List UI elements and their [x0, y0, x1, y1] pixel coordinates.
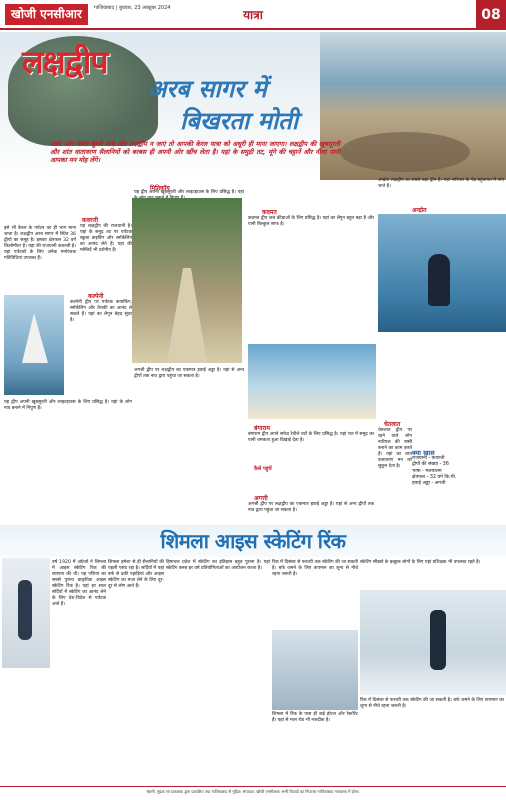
article-column-6a: अन्द्रोत लक्षद्वीप का सबसे बड़ा द्वीप है। यहां नारियल के पेड़ बहुतायत में पाए जाते हैं।: [378, 178, 504, 190]
lower-column-2: शिमला हमेशा से ही सैलानियों की पहली पसंद रहा है। सर्दियों में यहां बर्फ से ढकी पहाड़ियां और आइस स्केटिंग का मजा लेने के लिए दूर-दूर से लोग आते हैं।: [108, 560, 164, 590]
page-number: 08: [476, 0, 506, 30]
skater-photo-right: [360, 590, 506, 695]
article-column-3: यह द्वीप अपनी खूबसूरती और लाइटहाउस के लिए प्रसिद्ध है। यहां: [134, 190, 244, 195]
subhead-chetlat: चेतलात: [384, 421, 401, 428]
subhead-kaise: कैसे पहुंचें: [254, 466, 272, 472]
article-column-8: अगत्ती द्वीप पर लक्षद्वीप का एकमात्र हवाई अड्डा है। यहां से अन्य द्वीपों तक नाव द्वारा पहुंचा जा सकता है।: [248, 502, 374, 514]
fact-item: हवाई अड्डा - अगत्ती: [412, 481, 446, 487]
article-column-7: बंगाराम द्वीप अपने सफेद रेतीले तटों के लिए प्रसिद्ध है। यहां रात में समुद्र का पानी चमकता हुआ दिखाई देता है।: [248, 432, 374, 444]
water-skiing-photo: [378, 214, 506, 332]
facts-box: [412, 456, 504, 487]
fact-item: भाषा - मलयालम: [412, 468, 442, 474]
article-column-4: कल्पेनी द्वीप पर पर्यटक कयाकिंग, स्नॉर्कलिंग और तैराकी का आनंद ले सकते हैं। यहां का लैगून बेहद सुंदर है।: [70, 300, 132, 324]
lower-column-4: रिंक में दिसंबर से फरवरी तक स्केटिंग की जा सकती है। बर्फ जमने के लिए तापमान का शून्य से नीचे रहना जरूरी है।: [272, 560, 358, 578]
section-title: यात्रा: [243, 8, 263, 22]
sea-photo: [248, 344, 376, 419]
fact-item: द्वीपों की संख्या - 36: [412, 462, 449, 468]
garden-path-photo: [132, 198, 242, 363]
article-column-1b: यह द्वीप अपनी खूबसूरती और लाइटहाउस के लिए प्रसिद्ध है। यहां के लोग नाव बनाने में निपुण हैं।: [4, 400, 132, 412]
lower-column-6: स्केटिंग सीखने के इच्छुक लोगों के लिए यहां प्रशिक्षक भी उपलब्ध रहते हैं।: [360, 560, 481, 565]
fact-item: क्षेत्रफल - 32 वर्ग कि.मी.: [412, 474, 457, 480]
masthead: [0, 0, 506, 30]
subhead-agatti: अगत्ती: [254, 495, 268, 502]
headline-title: लक्षद्वीप: [22, 43, 108, 81]
subhead-kavaratti: कवरत्ती: [82, 217, 99, 224]
imprint-footer: स्वामी, मुद्रक एवं प्रकाशक द्वारा प्रकाशित तथा गाजियाबाद से मुद्रित। संपादक: खोजी एनसीआर। सभी विवादों का निपटारा गाजियाबाद न्यायालय में होगा।: [0, 786, 506, 800]
article-column-9: चेतलात द्वीप पर रहने वाले लोग नारियल की रस्सी बनाने का काम करते हैं। यहां का शांत वातावरण मन को सुकून देता है।: [378, 428, 412, 470]
subhead-kalpeni: कल्पेनी: [88, 293, 104, 300]
beach-photo: [320, 32, 506, 180]
headline-subtitle-line2: बिखरता मोती: [180, 106, 299, 135]
facts-box-title: क्या खास: [412, 449, 435, 457]
lower-column-3: हिमाचल प्रदेश में स्केटिंग का इतिहास बहुत पुराना है। यहां स्केटिंग क्लब हर वर्ष प्रतियोगिताओं का आयोजन करता है।: [166, 560, 270, 572]
article-column-3b: अगत्ती द्वीप पर लक्षद्वीप का एकमात्र हवाई अड्डा है। यहां से अन्य द्वीपों तक नाव द्वारा पहुंचा जा सकता है।: [134, 368, 244, 380]
windsurfing-photo: [4, 295, 64, 395]
headline-subtitle-line1: अरब सागर में: [148, 74, 267, 103]
lower-column-5: शिमला में रिंक के पास ही कई होटल और रेस्टोरेंट हैं। यहां से माल रोड भी नजदीक है।: [272, 712, 358, 724]
article-column-5: कदमत द्वीप जल क्रीड़ाओं के लिए प्रसिद्ध है। यहां का लैगून बहुत बड़ा है और पानी बिल्कुल साफ है।: [248, 216, 374, 228]
intro-paragraph: अगर आप केरल घूमने जाएं और लक्षद्वीप न जाएं तो आपकी केरल यात्रा को अधूरी ही माना जाएगा। लक्षद्वीप की खूबसूरती और शांत वातावरण सैलानियों को बरबस ही अपनी ओर खींच लेता है। यहां के समुद्री तट, मूंगे की चट्टानें और नीला पानी आपका मन मोह लेंगे।: [50, 140, 340, 165]
skater-photo-left: [2, 558, 50, 668]
lower-story-title-text: शिमला आइस स्केटिंग रिंक: [160, 529, 346, 553]
lower-column-7: रिंक में दिसंबर से फरवरी तक स्केटिंग की जा सकती है। बर्फ जमने के लिए तापमान का शून्य से नीचे रहना जरूरी है।: [360, 698, 504, 710]
brand-logo: खोजी एनसीआर: [5, 4, 88, 25]
lower-column-1: वर्ष 1920 में अंग्रेजों ने शिमला में आइस स्केटिंग रिंक की स्थापना की थी। यह एशिया का सबसे पुराना प्राकृतिक आइस स्केटिंग रिंक है। यहां हर साल सर्दियों में स्केटिंग का आनंद लेने के लिए देश-विदेश से पर्यटक आते हैं।: [52, 560, 106, 608]
rink-photo-middle: [272, 630, 358, 710]
subhead-andrott: अन्द्रोत: [412, 207, 427, 214]
lower-story-title: [0, 525, 506, 557]
fact-item: राजधानी - कवरत्ती: [412, 456, 445, 461]
article-column-1: इसे भी केरल के पर्यटन का ही भाग माना जाता है। लक्षद्वीप अरब सागर में स्थित 36 द्वीपों का समूह है। इसका क्षेत्रफल 32 वर्ग किलोमीटर है। यहां की राजधानी कवरत्ती है। यहां पर्यटकों के लिए अनेक मनोरंजक गतिविधियां उपलब्ध हैं।: [4, 226, 76, 262]
article-column-2: यह लक्षद्वीप की राजधानी है। यहां के समुद्र तट पर पर्यटक स्कूबा डाइविंग और स्नॉर्कलिंग का आनंद लेते हैं। यहां की मस्जिदें भी दर्शनीय हैं।: [80, 224, 132, 254]
subhead-kadmat: कदमत: [262, 209, 277, 216]
subhead-minicoy: मिनिकॉय: [150, 185, 170, 192]
subhead-bangaram: बंगाराम: [254, 425, 270, 432]
dateline: गाजियाबाद | बुधवार, 23 अक्टूबर 2024: [94, 5, 171, 11]
